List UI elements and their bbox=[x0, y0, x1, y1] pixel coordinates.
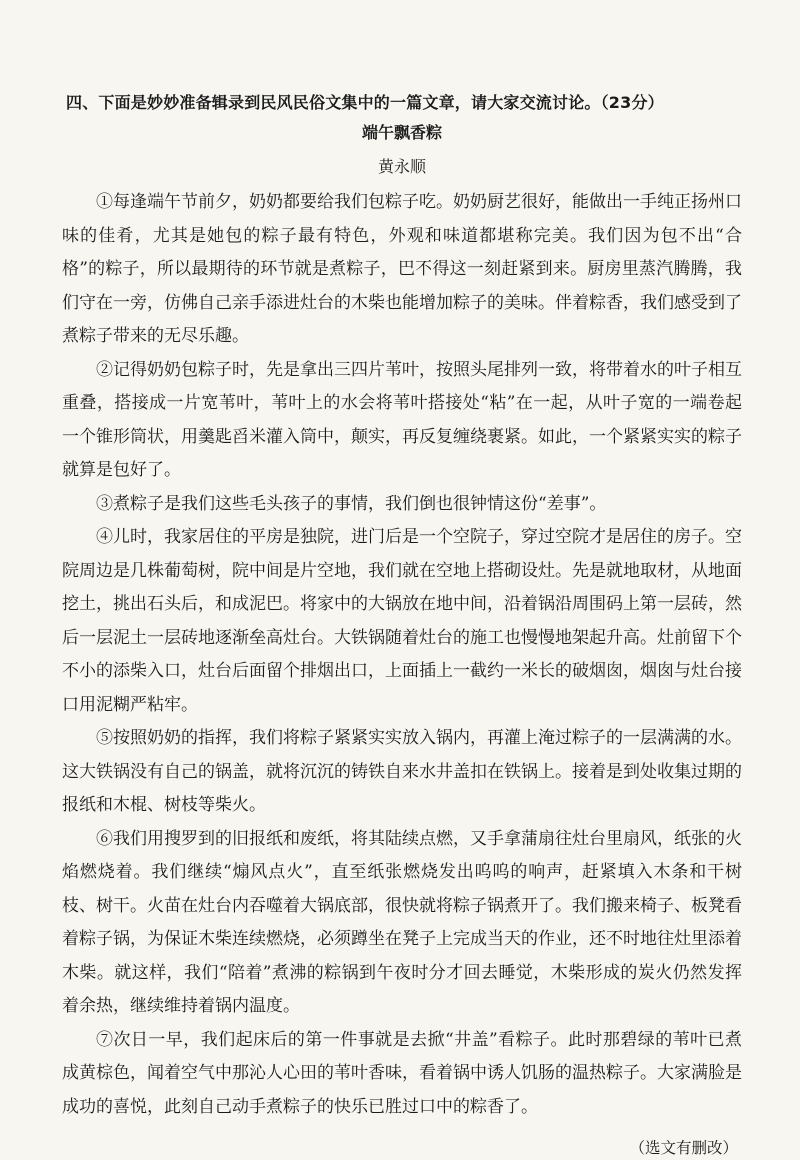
article-title: 端午飘香粽 bbox=[361, 123, 442, 142]
exam-page bbox=[62, 92, 742, 1160]
paragraph-2: ②记得奶奶包粽子时，先是拿出三四片苇叶，按照头尾排列一致，将带着水的叶子相互重叠，搭接成一片宽苇叶，苇叶上的水会将苇叶搭接处“粘”在一起，从叶子宽的一端卷起一个锥形筒状，用羹匙舀米灌入筒中，颠实，再反复缠绕裹紧。如此，一个紧紧实实的粽子就算是包好了。 bbox=[62, 359, 742, 480]
source-note: （选文有删改） bbox=[629, 1139, 738, 1157]
paragraph-5: ⑤按照奶奶的指挥，我们将粽子紧紧实实放入锅内，再灌上淹过粽子的一层满满的水。这大铁锅没有自己的锅盖，就将沉沉的铸铁自来水井盖扣在铁锅上。接着是到处收集过期的报纸和木棍、树枝等柴火。 bbox=[62, 728, 742, 815]
paragraph-7: ⑦次日一早，我们起床后的第一件事就是去掀“井盖”看粽子。此时那碧绿的苇叶已煮成黄棕色，闻着空气中那沁人心田的苇叶香味，看着锅中诱人饥肠的温热粽子。大家满脸是成功的喜悦，此刻自己动手煮粽子的快乐已胜过口中的粽香了。 bbox=[62, 1029, 742, 1117]
paragraph-6: ⑥我们用搜罗到的旧报纸和废纸，将其陆续点燃，又手拿蒲扇往灶台里扇风，纸张的火焰燃烧着。我们继续“煽风点火”，直至纸张燃烧发出呜呜的响声，赶紧填入木条和干树枝、树干。火苗在灶台内吞噬着大锅底部，很快就将粽子锅煮开了。我们搬来椅子、板凳看着粽子锅，为保证木柴连续燃烧，必须蹲坐在凳子上完成当天的作业，还不时地往灶里添着木柴。就这样，我们“陪着”煮沸的粽锅到午夜时分才回去睡觉，木柴形成的炭火仍然发挥着余热，继续维持着锅内温度。 bbox=[62, 828, 742, 1016]
paragraph-4: ④儿时，我家居住的平房是独院，进门后是一个空院子，穿过空院才是居住的房子。空院周边是几株葡萄树，院中间是片空地，我们就在空地上搭砌设灶。先是就地取材，从地面挖土，挑出石头后，和成泥巴。将家中的大锅放在地中间，沿着锅沿周围码上第一层砖，然后一层泥土一层砖地逐渐垒高灶台。大铁锅随着灶台的施工也慢慢地架起升高。灶前留下个不小的添柴入口，灶台后面留个排烟出口，上面插上一截约一米长的破烟囱，烟囱与灶台接口用泥糊严粘牢。 bbox=[62, 527, 742, 715]
paragraph-3: ③煮粽子是我们这些毛头孩子的事情，我们倒也很钟情这份“差事”。 bbox=[96, 493, 607, 514]
article-author: 黄永顺 bbox=[377, 157, 426, 176]
paragraph-1: ①每逢端午节前夕，奶奶都要给我们包粽子吃。奶奶厨艺很好，能做出一手纯正扬州口味的佳肴，尤其是她包的粽子最有特色，外观和味道都堪称完美。我们因为包不出“合格”的粽子，所以最期待的环节就是煮粽子，巴不得这一刻赶紧到来。厨房里蒸汽腾腾，我们守在一旁，仿佛自己亲手添进灶台的木柴也能增加粽子的美味。伴着粽香，我们感受到了煮粽子带来的无尽乐趣。 bbox=[62, 192, 742, 346]
question-heading: 四、下面是妙妙准备辑录到民风民俗文集中的一篇文章，请大家交流讨论。（23分） bbox=[66, 93, 664, 112]
